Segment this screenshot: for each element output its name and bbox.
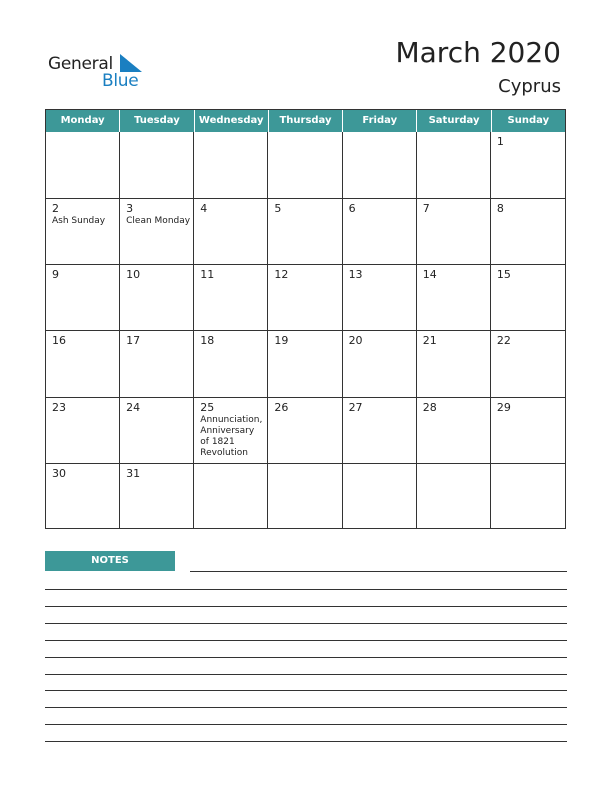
day-cell [491,264,565,330]
weekday-tuesday: Tuesday [120,110,194,132]
day-cell [417,397,491,463]
day-cell [120,132,194,198]
note-line [45,707,567,708]
note-line [45,606,567,607]
day-number: 19 [274,334,289,348]
notes-label: NOTES [45,551,175,571]
day-number: 23 [52,400,66,414]
note-line [45,640,567,641]
day-cell [46,463,120,529]
day-cell [268,132,342,198]
day-cell [194,198,268,264]
day-cell [120,330,194,396]
day-number: 26 [274,400,289,414]
day-cell [194,132,268,198]
day-number: 14 [422,268,437,282]
day-number: 21 [422,334,437,348]
day-number: 12 [274,268,289,282]
note-line [45,589,567,590]
day-number: 10 [126,268,141,282]
day-cell [46,132,120,198]
day-number: 20 [348,334,363,348]
day-number: 4 [200,202,208,216]
day-cell [343,397,417,463]
weekday-saturday: Saturday [417,110,491,132]
logo-general-text: General [48,54,113,74]
note-line [45,623,567,624]
note-line [45,674,567,675]
day-cell [46,330,120,396]
day-cell [46,264,120,330]
day-cell [46,397,120,463]
logo-triangle-icon [120,54,142,72]
logo [48,50,148,94]
day-cell [491,132,565,198]
weekday-header-row [46,110,565,132]
page-title: March 2020 [395,36,561,69]
weekday-thursday: Thursday [269,110,343,132]
day-number: 27 [348,400,363,414]
day-number: 2 [52,202,59,216]
day-cell [417,132,491,198]
day-cell [343,330,417,396]
day-number: 28 [422,400,437,414]
day-number: 22 [496,334,511,348]
day-cell [268,264,342,330]
day-cell [268,397,342,463]
day-number: 13 [348,268,363,282]
day-cell [194,264,268,330]
holiday-label: Clean Monday [126,216,191,227]
day-cell [343,463,417,529]
day-cell [194,397,268,463]
day-cell [491,330,565,396]
day-number: 29 [496,400,511,414]
day-number: 15 [496,268,511,282]
day-number: 16 [52,334,66,348]
day-cell [120,264,194,330]
day-cell [417,264,491,330]
holiday-label: Ash Sunday [52,216,106,227]
day-number: 6 [348,202,356,216]
day-number: 3 [126,202,134,216]
day-cell [491,198,565,264]
day-cell [46,198,120,264]
day-number: 18 [200,334,215,348]
weekday-friday: Friday [343,110,417,132]
day-cell [120,198,194,264]
day-cell [268,330,342,396]
weekday-wednesday: Wednesday [195,110,269,132]
day-number: 24 [126,400,141,414]
day-cell [491,397,565,463]
country-name: Cyprus [498,76,561,97]
day-cell [343,264,417,330]
weekday-sunday: Sunday [507,115,550,126]
day-cell [417,198,491,264]
day-cell [343,198,417,264]
note-line [45,724,567,725]
calendar-grid [45,109,566,529]
day-number: 25 [200,400,215,414]
note-line [45,741,567,742]
logo-blue-text: Blue [102,71,139,91]
day-number: 30 [52,466,66,480]
day-cell [491,463,565,529]
day-cell [417,330,491,396]
day-number: 5 [274,202,282,216]
note-line [190,571,567,572]
day-number: 31 [126,466,141,480]
day-cell [268,198,342,264]
day-cell [194,463,268,529]
day-cell [120,463,194,529]
day-cell [120,397,194,463]
note-line [45,690,567,691]
day-number: 17 [126,334,141,348]
day-number: 9 [52,268,59,282]
day-cell [417,463,491,529]
day-cell [194,330,268,396]
day-number: 8 [496,202,504,216]
day-number: 7 [422,202,430,216]
day-number: 11 [200,268,215,282]
day-cell [268,463,342,529]
note-line [45,657,567,658]
day-number: 1 [496,135,504,148]
holiday-label: Annunciation, Anniversary of 1821 Revolution [200,414,263,458]
weekday-monday: Monday [46,110,120,132]
day-grid [46,132,565,529]
day-cell [343,132,417,198]
